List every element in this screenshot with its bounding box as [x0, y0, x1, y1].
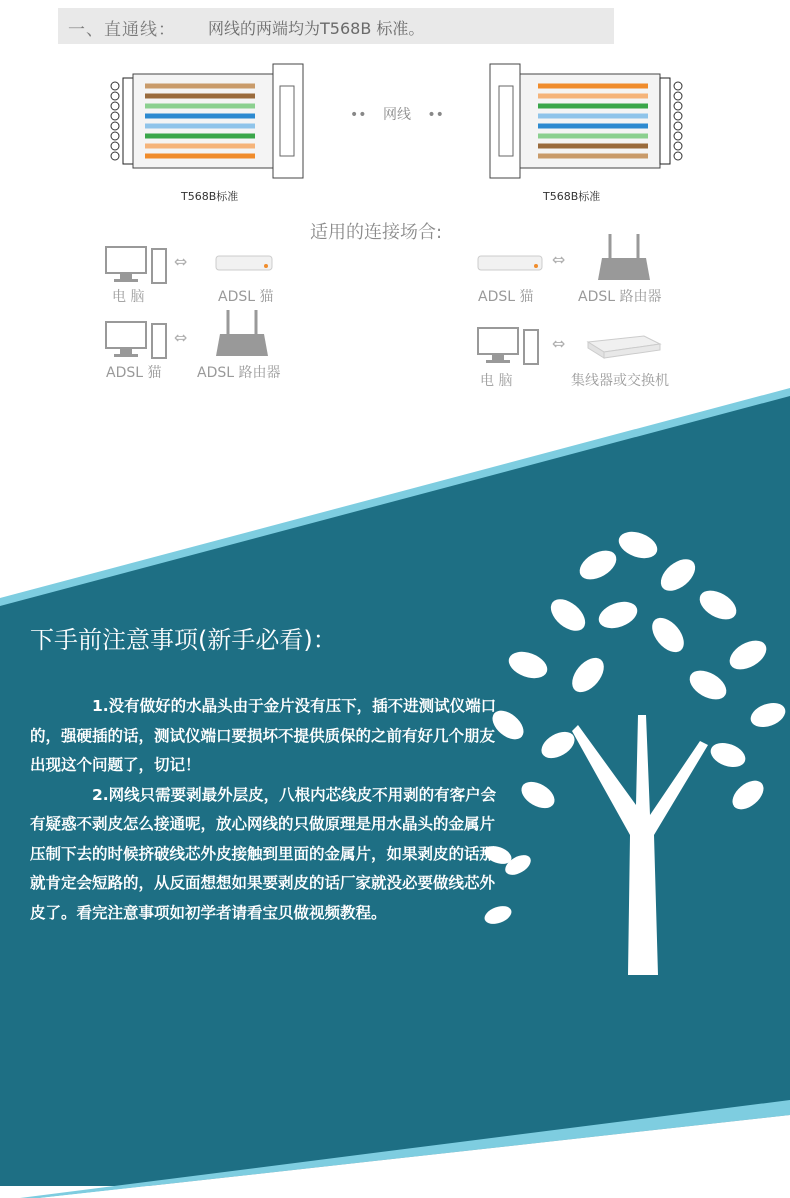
section-title: 一、直通线：: [68, 20, 176, 40]
adsl-modem-icon: [214, 252, 274, 274]
double-arrow-icon: ⇔: [174, 252, 188, 271]
device-label: ADSL 猫: [218, 289, 274, 305]
double-arrow-icon: ⇔: [552, 250, 566, 269]
switch-icon: [584, 332, 664, 362]
device-label: ADSL 路由器: [197, 365, 281, 381]
left-rj45-connector: [105, 56, 305, 186]
device-label: ADSL 路由器: [578, 289, 662, 305]
right-standard-caption: T568B标准: [543, 190, 601, 203]
note-paragraph-1: 1.没有做好的水晶头由于金片没有压下，插不进测试仪端口的，强硬插的话，测试仪端口要损坏不提供质保的之前有好几个朋友出现这个问题了，切记！: [30, 697, 497, 774]
left-standard-caption: T568B标准: [181, 190, 239, 203]
double-arrow-icon: ⇔: [174, 328, 188, 347]
computer-icon: [104, 320, 170, 360]
note-paragraph-2: 2.网线只需要剥最外层皮，八根内芯线皮不用剥的有客户会有疑惑不剥皮怎么接通呢，放心网线的只做原理是用水晶头的金属片压制下去的时候挤破线芯外皮接触到里面的金属片，如果剥皮的话那就肯定会短路的，从反面想想如果要剥皮的话厂家就没必要做线芯外皮了。看完注意事项如初学者请看宝贝做视频教程。: [30, 785, 497, 922]
device-label: 集线器或交换机: [571, 373, 669, 389]
device-label: ADSL 猫: [106, 365, 162, 381]
right-rj45-connector: [488, 56, 688, 186]
section-description: 网线的两端均为T568B 标准。: [208, 19, 425, 38]
tree-illustration: [478, 505, 790, 975]
dots-right: ••: [427, 107, 444, 123]
adsl-router-icon: [214, 308, 270, 360]
cable-label: [344, 104, 450, 124]
bottom-light-edge: [0, 1060, 790, 1198]
section-header: [58, 8, 614, 44]
uses-title: 适用的连接场合:: [310, 222, 443, 243]
dots-left: ••: [350, 107, 367, 123]
device-label: 电 脑: [112, 289, 145, 305]
double-arrow-icon: ⇔: [552, 334, 566, 353]
adsl-modem-icon: [476, 252, 546, 274]
adsl-router-icon: [596, 232, 652, 284]
computer-icon: [476, 326, 542, 366]
computer-icon: [104, 245, 170, 285]
notes-body: [30, 692, 510, 928]
device-label: ADSL 猫: [478, 289, 534, 305]
notes-heading: 下手前注意事项(新手必看)：: [30, 626, 337, 654]
wiring-diagram-section: [0, 0, 790, 400]
device-label: 电 脑: [480, 373, 513, 389]
cable-text: 网线: [382, 107, 411, 123]
